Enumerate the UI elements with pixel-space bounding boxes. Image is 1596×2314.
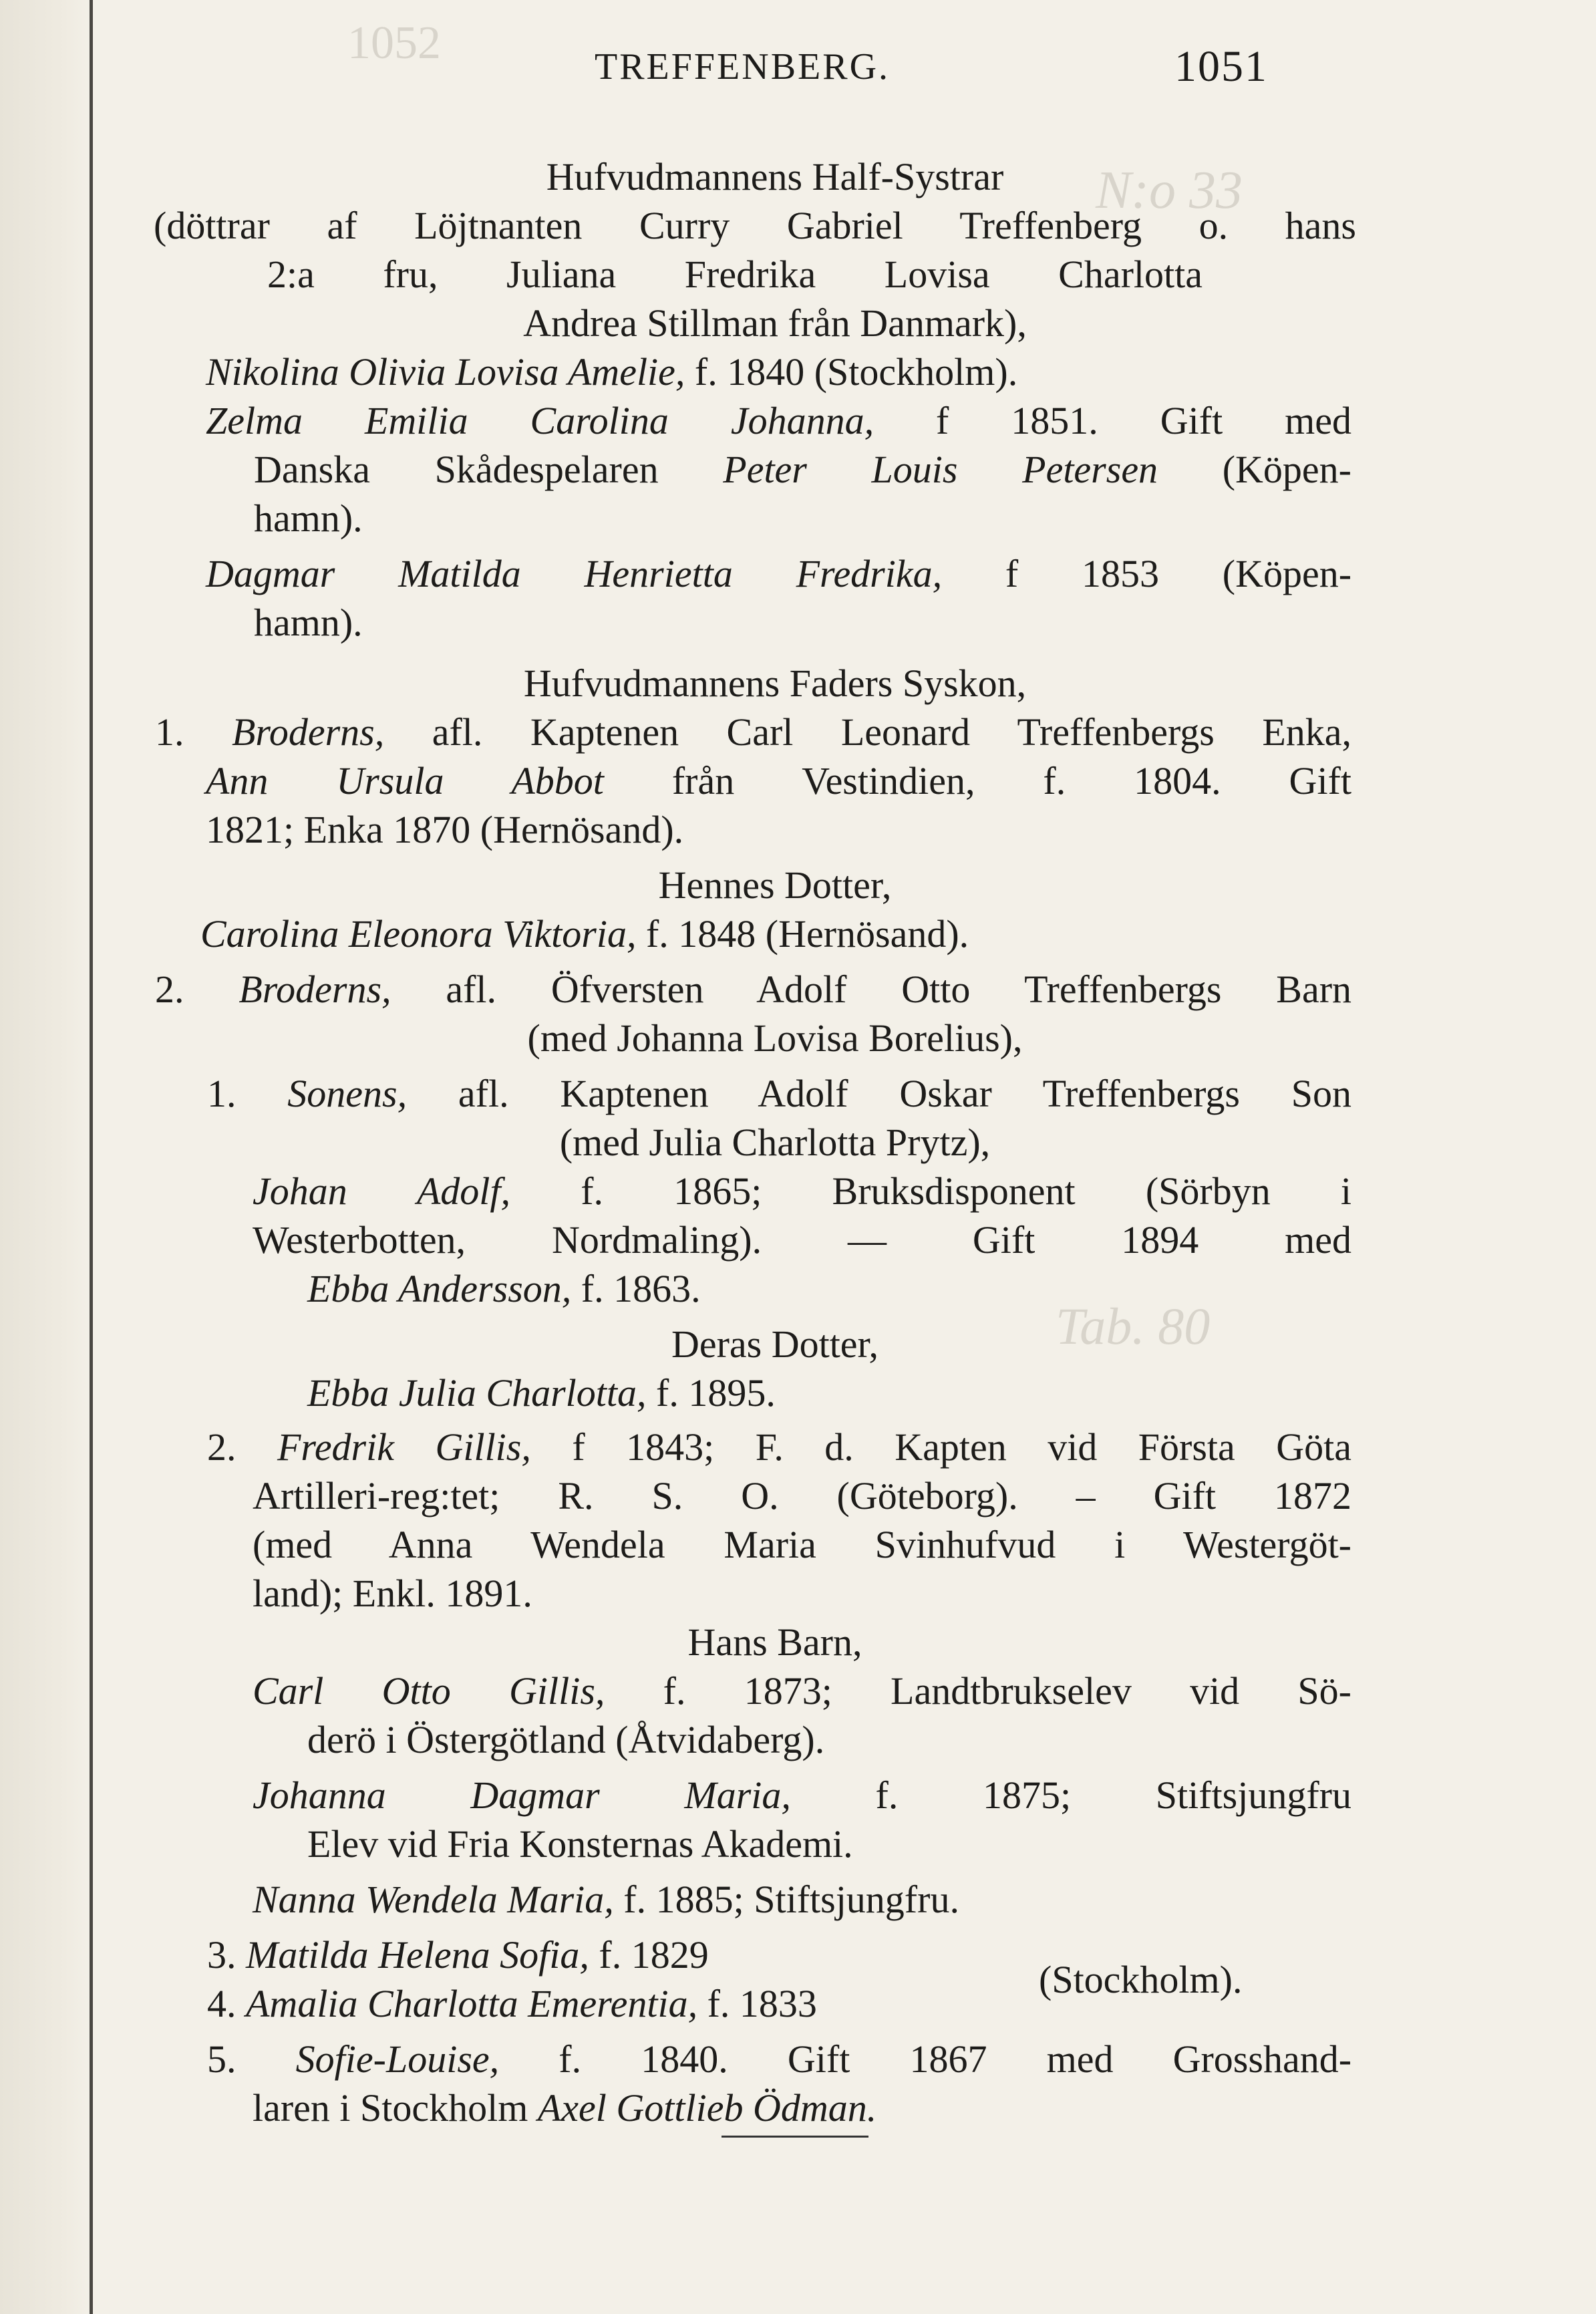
- bleed-through-heading: N:o 33: [1096, 161, 1243, 220]
- entry-line: Dagmar Matilda Henrietta Fredrika, f 1853 (Köpen-: [206, 552, 1352, 595]
- subheading: Hennes Dotter,: [658, 863, 892, 907]
- entry-line: (med Anna Wendela Maria Svinhufvud i Westergöt-: [253, 1523, 1351, 1566]
- subheading: Hans Barn,: [687, 1620, 862, 1664]
- entry-line: Artilleri-reg:tet; R. S. O. (Göteborg). – Gift 1872: [253, 1474, 1351, 1517]
- entry-line: Westerbotten, Nordmaling). — Gift 1894 med: [253, 1218, 1351, 1262]
- text-line: (döttrar af Löjtnanten Curry Gabriel Treffenberg o. hans: [154, 204, 1356, 247]
- entry-line: Carl Otto Gillis, f. 1873; Landtbrukselev vid Sö-: [253, 1669, 1352, 1713]
- bleed-through-page-number: 1052: [347, 17, 441, 69]
- entry-line: hamn).: [254, 496, 363, 540]
- entry-line: laren i Stockholm Axel Gottlieb Ödman.: [253, 2086, 877, 2130]
- text-line: 2:a fru, Juliana Fredrika Lovisa Charlotta: [267, 253, 1203, 296]
- entry-line: Nanna Wendela Maria, f. 1885; Stiftsjungfru.: [253, 1878, 959, 1921]
- entry-line: Zelma Emilia Carolina Johanna, f 1851. Gift med: [206, 399, 1352, 442]
- entry-line: 2. Fredrik Gillis, f 1843; F. d. Kapten vid Första Göta: [207, 1425, 1351, 1469]
- section-heading: Hufvudmannens Half-Systrar: [546, 155, 1004, 198]
- entry-line: Johan Adolf, f. 1865; Bruksdisponent (Sörbyn i: [253, 1169, 1352, 1213]
- page-number: 1051: [1174, 42, 1268, 91]
- entry-line: land); Enkl. 1891.: [253, 1572, 532, 1615]
- entry-line: Ebba Julia Charlotta, f. 1895.: [307, 1371, 776, 1415]
- entry-line: Elev vid Fria Konsternas Akademi.: [307, 1822, 853, 1866]
- running-header: TREFFENBERG.: [595, 46, 891, 88]
- entry-line: 2. Broderns, afl. Öfversten Adolf Otto Treffenbergs Barn: [155, 968, 1352, 1011]
- shared-location: (Stockholm).: [1039, 1958, 1243, 2001]
- bleed-through-heading: Tab. 80: [1056, 1297, 1211, 1355]
- entry-line: derö i Östergötland (Åtvidaberg).: [307, 1718, 825, 1761]
- section-end-rule: [722, 2136, 868, 2138]
- binding-rule: [90, 0, 93, 2314]
- entry-line: Danska Skådespelaren Peter Louis Petersen (Köpen-: [254, 448, 1351, 491]
- entry-line: Johanna Dagmar Maria, f. 1875; Stiftsjungfru: [253, 1773, 1351, 1817]
- section-heading: Hufvudmannens Faders Syskon,: [523, 662, 1027, 705]
- entry-line: 1. Broderns, afl. Kaptenen Carl Leonard Treffenbergs Enka,: [155, 710, 1352, 754]
- entry-line: 5. Sofie-Louise, f. 1840. Gift 1867 med Grosshand-: [207, 2037, 1352, 2081]
- entry-line: Nikolina Olivia Lovisa Amelie, f. 1840 (Stockholm).: [206, 350, 1018, 394]
- entry-line: 1821; Enka 1870 (Hernösand).: [206, 808, 684, 851]
- entry-line: 4. Amalia Charlotta Emerentia, f. 1833: [207, 1982, 817, 2025]
- entry-line: 3. Matilda Helena Sofia, f. 1829: [207, 1933, 709, 1977]
- text-line: (med Julia Charlotta Prytz),: [559, 1121, 991, 1164]
- subheading: Deras Dotter,: [671, 1322, 879, 1366]
- entry-line: Ebba Andersson, f. 1863.: [307, 1267, 701, 1310]
- text-line: Andrea Stillman från Danmark),: [523, 301, 1027, 345]
- entry-line: hamn).: [254, 601, 363, 644]
- entry-line: Carolina Eleonora Viktoria, f. 1848 (Hernösand).: [200, 912, 969, 956]
- entry-line: 1. Sonens, afl. Kaptenen Adolf Oskar Treffenbergs Son: [207, 1072, 1351, 1115]
- page-edge-shadow: [0, 0, 92, 2314]
- entry-line: Ann Ursula Abbot från Vestindien, f. 1804. Gift: [206, 759, 1351, 803]
- text-line: (med Johanna Lovisa Borelius),: [527, 1016, 1023, 1060]
